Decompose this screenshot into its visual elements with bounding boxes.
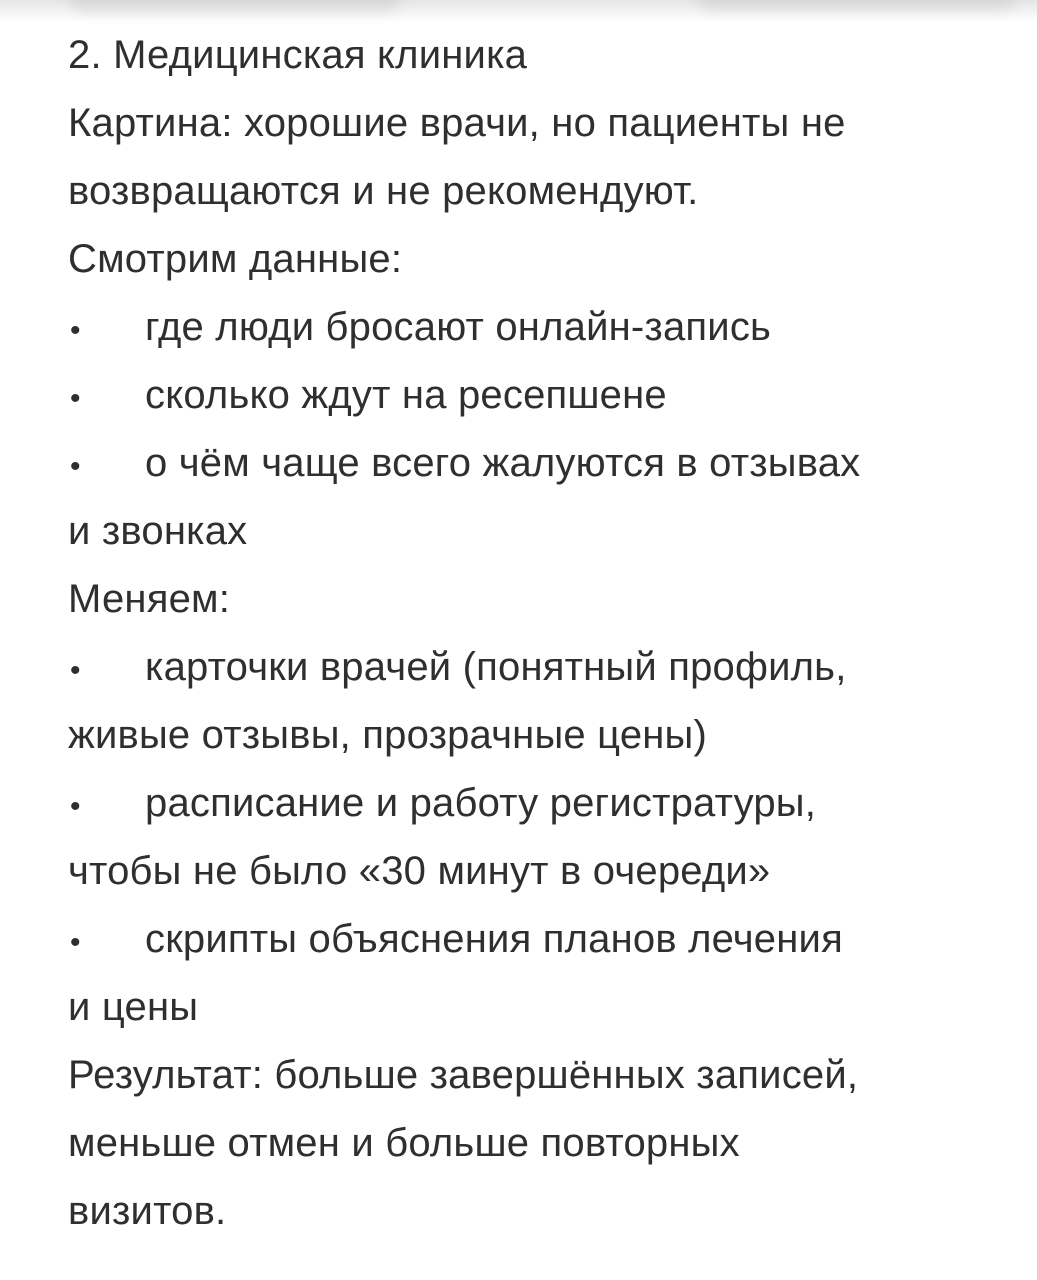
bullet-icon: • [70, 314, 81, 347]
list-item-text: сколько ждут на ресепшене [145, 373, 667, 417]
bullet-icon: • [70, 450, 81, 483]
top-shadow [0, 0, 1037, 22]
result-line-2: меньше отмен и больше повторных [68, 1121, 740, 1165]
list-item [68, 633, 1018, 701]
list-item-continuation: чтобы не было «30 минут в очереди» [68, 849, 771, 893]
bullet-icon: • [70, 926, 81, 959]
list-item-text: где люди бросают онлайн-запись [145, 305, 772, 349]
bullet-icon: • [70, 382, 81, 415]
picture-line-2: возвращаются и не рекомендуют. [68, 169, 699, 213]
list-item-continuation: и звонках [68, 509, 248, 553]
list-item-text: скрипты объяснения планов лечения [145, 917, 843, 961]
list-item [68, 769, 1018, 837]
list-item-text: о чём чаще всего жалуются в отзывах [145, 441, 861, 485]
list-item-text: карточки врачей (понятный профиль, [145, 645, 847, 689]
picture-line-1: Картина: хорошие врачи, но пациенты не [68, 101, 846, 145]
bullet-icon: • [70, 654, 81, 687]
section-title: 2. Медицинская клиника [68, 33, 528, 77]
list-item [68, 293, 1018, 361]
document-text [68, 21, 1018, 1245]
list-item-continuation: и цены [68, 985, 199, 1029]
list-item-continuation: живые отзывы, прозрачные цены) [68, 713, 708, 757]
list-item [68, 905, 1018, 973]
data-heading: Смотрим данные: [68, 237, 403, 281]
result-line-1: Результат: больше завершённых записей, [68, 1053, 859, 1097]
change-heading: Меняем: [68, 577, 231, 621]
result-line-3: визитов. [68, 1189, 227, 1233]
list-item [68, 361, 1018, 429]
list-item [68, 429, 1018, 497]
list-item-text: расписание и работу регистратуры, [145, 781, 817, 825]
bullet-icon: • [70, 790, 81, 823]
